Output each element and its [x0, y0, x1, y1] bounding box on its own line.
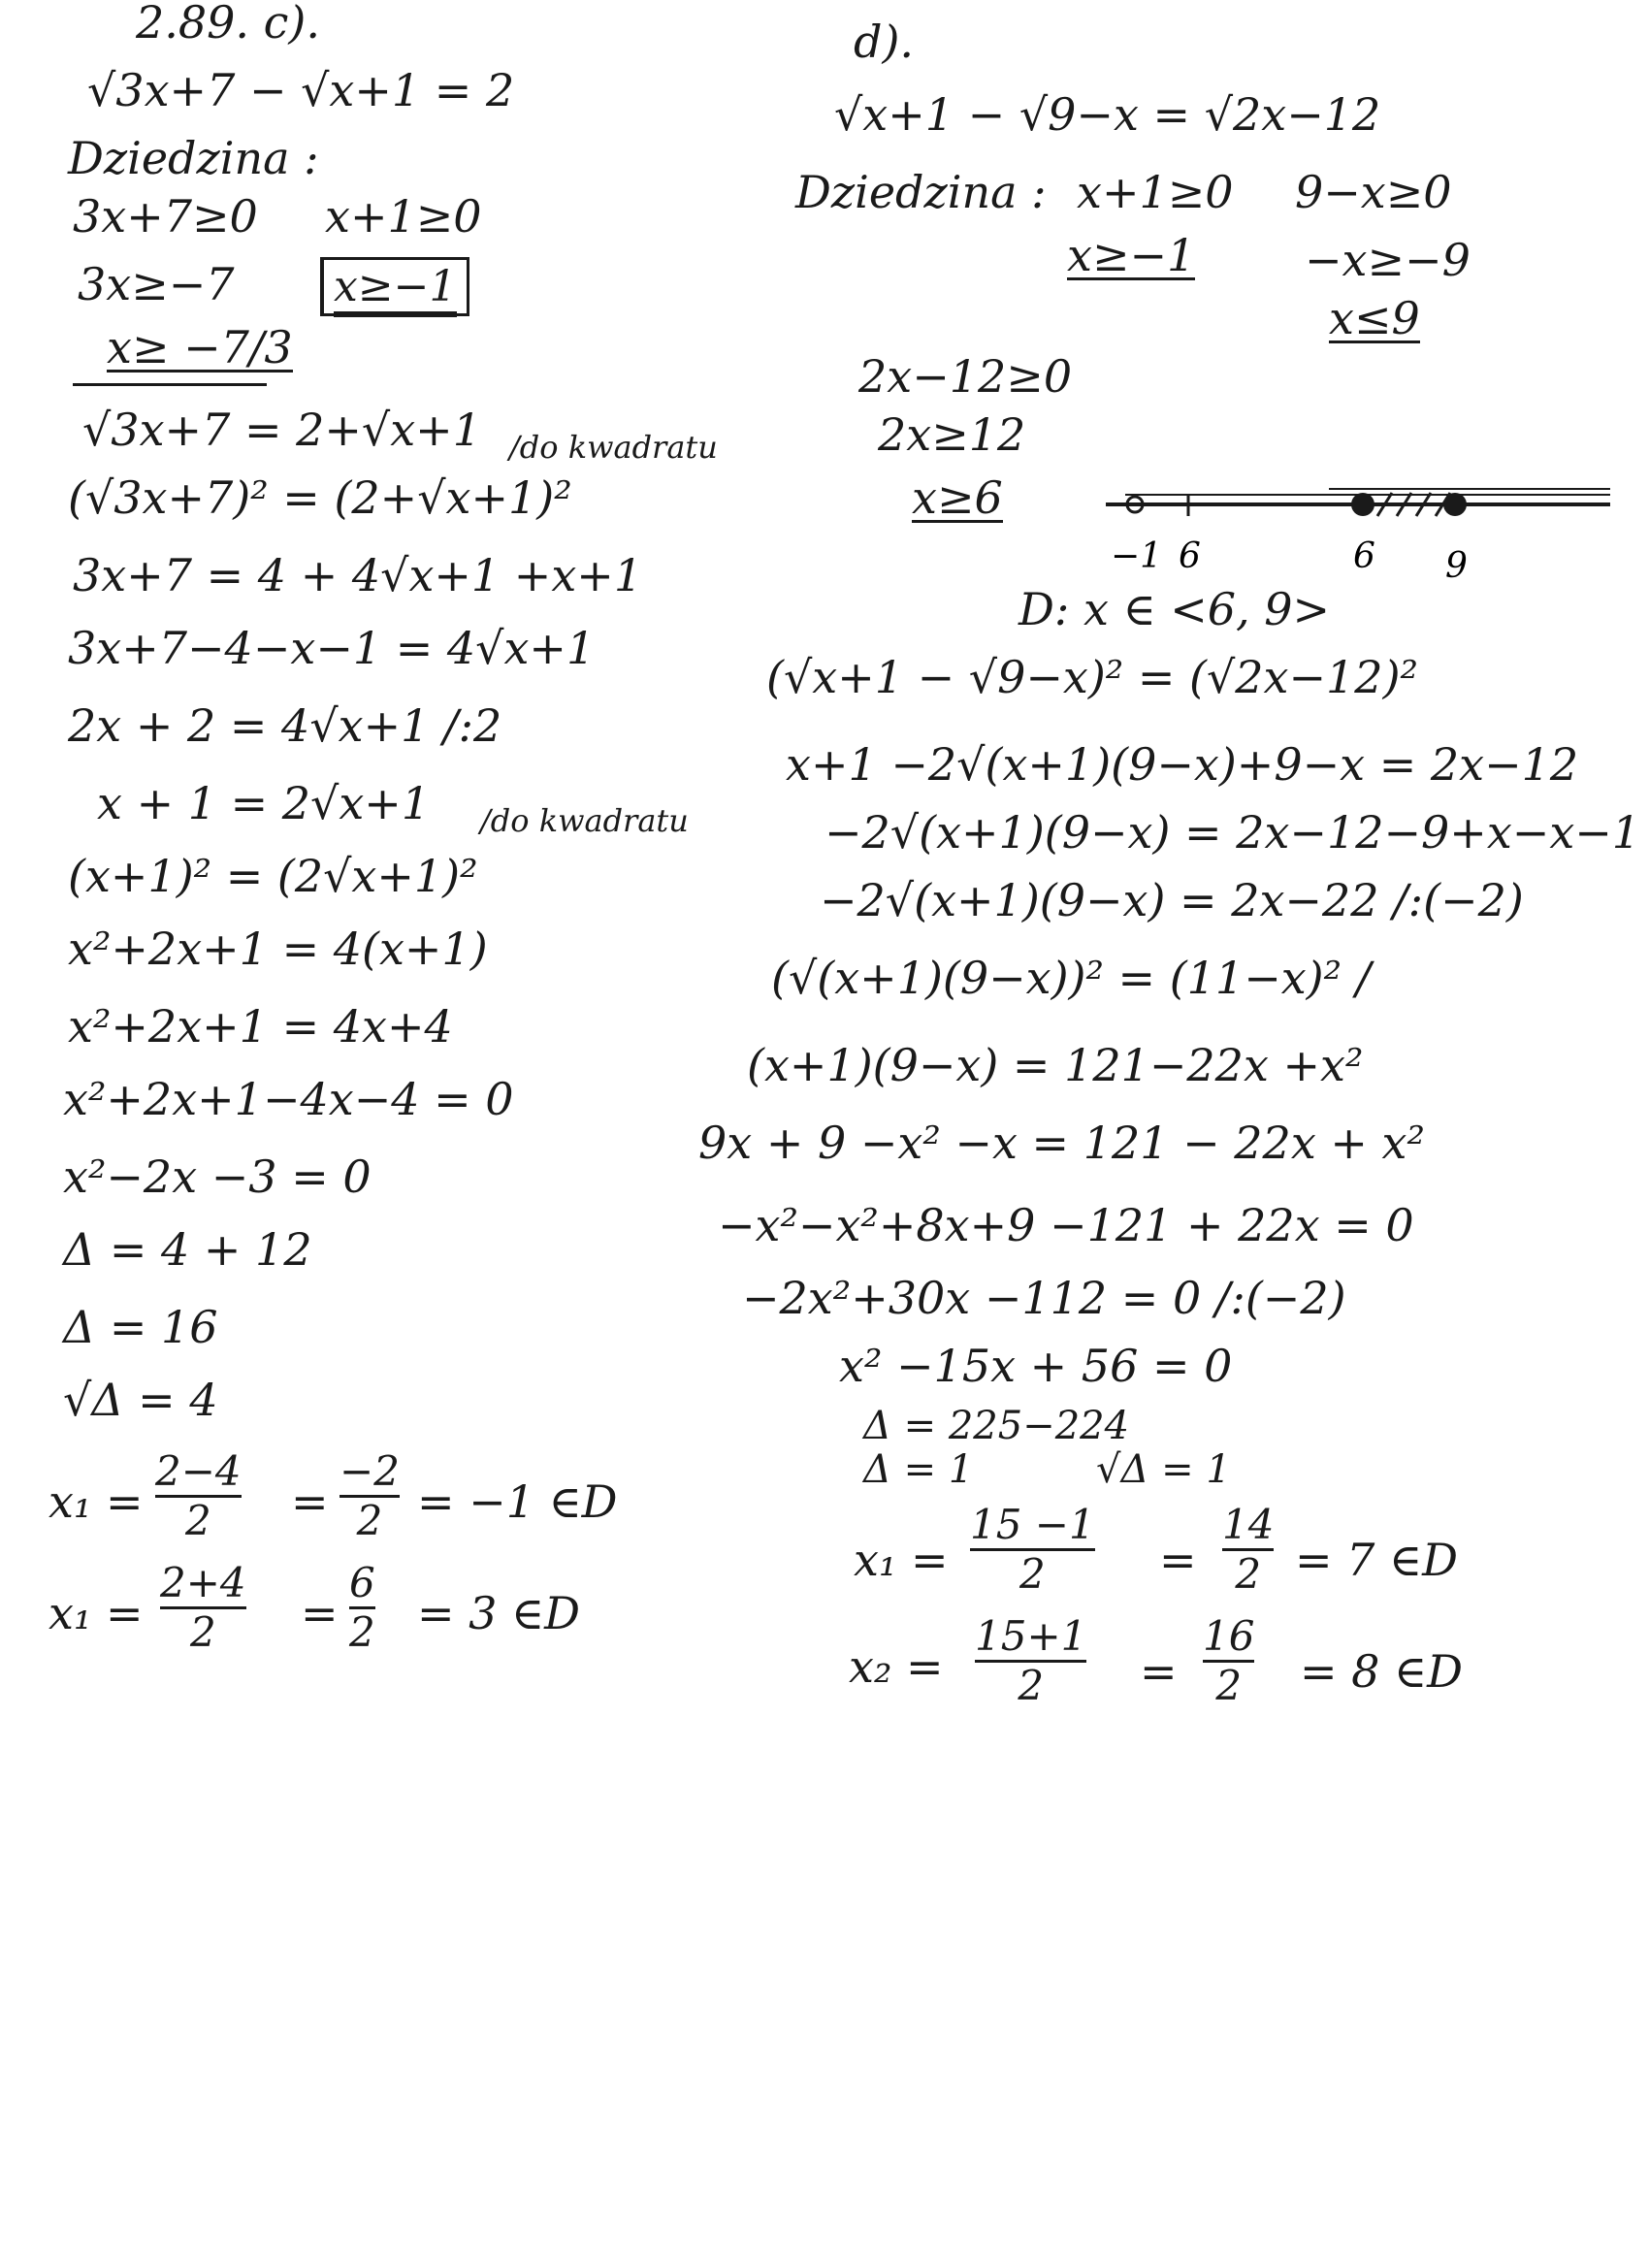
right-step8: −x²−x²+8x+9 −121 + 22x = 0 — [718, 1199, 1414, 1251]
right-step7: 9x + 9 −x² −x = 121 − 22x + x² — [698, 1117, 1425, 1169]
left-cond-d: x≥ −7/3 — [107, 321, 293, 373]
left-x1-result: = −1 ∈D — [417, 1475, 618, 1528]
left-x2-mid-denominator: 2 — [349, 1608, 375, 1657]
right-x2-result: = 8 ∈D — [1300, 1645, 1463, 1698]
left-x2-numerator: 2+4 — [160, 1559, 246, 1606]
left-step12: Δ = 4 + 12 — [63, 1223, 312, 1276]
axis-label-6a: 6 — [1179, 536, 1201, 576]
left-x2-result: = 3 ∈D — [417, 1587, 580, 1639]
right-cond-d: −x≥−9 — [1305, 234, 1471, 286]
left-step2: (√3x+7)² = (2+√x+1)² — [68, 471, 572, 524]
left-x1-eq: = — [291, 1475, 329, 1528]
axis-label-6b: 6 — [1353, 536, 1375, 576]
axis-label-9: 9 — [1445, 546, 1468, 586]
right-step5: (√(x+1)(9−x))² = (11−x)² / — [771, 952, 1372, 1004]
right-x2-numerator: 15+1 — [975, 1612, 1087, 1660]
right-step2: x+1 −2√(x+1)(9−x)+9−x = 2x−12 — [786, 738, 1579, 791]
axis-label-minus1: −1 — [1111, 536, 1163, 576]
right-cond-a: x+1≥0 — [1077, 166, 1234, 218]
right-cond-f: 2x−12≥0 — [858, 350, 1073, 403]
left-step9: x²+2x+1 = 4x+4 — [68, 1000, 453, 1053]
right-x2-mid-fraction — [1203, 1612, 1255, 1710]
right-x1-denominator: 2 — [1018, 1550, 1046, 1599]
left-step7: (x+1)² = (2√x+1)² — [68, 850, 478, 902]
left-x1-mid-fraction — [340, 1447, 400, 1545]
right-x1-mid-fraction — [1222, 1501, 1275, 1599]
right-x1-mid-numerator: 14 — [1222, 1501, 1275, 1548]
left-cond-a: 3x+7≥0 — [73, 190, 258, 243]
left-step11: x²−2x −3 = 0 — [63, 1150, 372, 1203]
right-cond-b: 9−x≥0 — [1295, 166, 1452, 218]
left-x2-fraction — [160, 1559, 246, 1657]
left-step4: 3x+7−4−x−1 = 4√x+1 — [68, 622, 596, 674]
left-step10: x²+2x+1−4x−4 = 0 — [63, 1073, 514, 1125]
left-step8: x²+2x+1 = 4(x+1) — [68, 923, 488, 975]
right-x1-numerator: 15 −1 — [970, 1501, 1095, 1548]
left-divider — [73, 383, 267, 386]
number-line — [1086, 466, 1630, 592]
right-cond-h: x≥6 — [912, 471, 1003, 524]
left-step1: √3x+7 = 2+√x+1 — [82, 404, 481, 456]
right-step12: Δ = 1 — [863, 1447, 974, 1492]
right-x1-fraction — [970, 1501, 1095, 1599]
left-x1-fraction — [155, 1447, 242, 1545]
left-x2-mid-fraction — [349, 1559, 375, 1657]
right-x1-mid-denominator: 2 — [1235, 1550, 1262, 1599]
right-x1-result: = 7 ∈D — [1295, 1534, 1458, 1586]
right-step1: (√x+1 − √9−x)² = (√2x−12)² — [766, 651, 1418, 703]
left-header: 2.89. c). — [136, 0, 320, 49]
left-equation: √3x+7 − √x+1 = 2 — [87, 64, 515, 116]
left-step5: 2x + 2 = 4√x+1 /:2 — [68, 699, 502, 752]
right-x1-lhs: x₁ = — [854, 1534, 949, 1586]
right-x2-mid-numerator: 16 — [1203, 1612, 1255, 1660]
left-step14: √Δ = 4 — [63, 1374, 218, 1426]
right-step10: x² −15x + 56 = 0 — [839, 1340, 1233, 1392]
left-x2-eq: = — [301, 1587, 339, 1639]
left-note1: /do kwadratu — [509, 429, 718, 466]
right-x2-lhs: x₂ = — [849, 1640, 944, 1693]
left-boxed-result — [320, 257, 469, 316]
right-cond-c: x≥−1 — [1067, 229, 1196, 281]
right-step11: Δ = 225−224 — [863, 1404, 1130, 1448]
right-cond-e: x≤9 — [1329, 292, 1420, 344]
left-note2: /do kwadratu — [480, 802, 689, 839]
left-x1-mid-denominator: 2 — [356, 1497, 383, 1545]
right-step13: √Δ = 1 — [1096, 1447, 1231, 1492]
left-x2-denominator: 2 — [189, 1608, 216, 1657]
left-step13: Δ = 16 — [63, 1301, 218, 1353]
left-step6: x + 1 = 2√x+1 — [97, 777, 431, 829]
right-x2-eq: = — [1140, 1645, 1178, 1698]
right-x1-eq: = — [1159, 1534, 1197, 1586]
left-x1-lhs: x₁ = — [48, 1475, 144, 1528]
left-step3: 3x+7 = 4 + 4√x+1 +x+1 — [73, 549, 643, 601]
left-x1-mid-numerator: −2 — [340, 1447, 400, 1495]
right-step9: −2x²+30x −112 = 0 /:(−2) — [742, 1272, 1346, 1324]
left-x2-lhs: x₁ = — [48, 1587, 144, 1639]
left-x1-denominator: 2 — [184, 1497, 211, 1545]
left-boxed-text: x≥−1 — [334, 262, 457, 317]
right-step4: −2√(x+1)(9−x) = 2x−22 /:(−2) — [820, 874, 1524, 926]
left-domain-label: Dziedzina : — [68, 132, 319, 184]
right-cond-g: 2x≥12 — [878, 408, 1026, 461]
point-9-closed — [1443, 493, 1467, 516]
right-step6: (x+1)(9−x) = 121−22x +x² — [747, 1039, 1364, 1091]
left-x2-mid-numerator: 6 — [349, 1559, 375, 1606]
right-step3: −2√(x+1)(9−x) = 2x−12−9+x−x−1 — [824, 806, 1641, 859]
right-domain-result: D: x ∈ <6, 9> — [1018, 583, 1331, 635]
left-x1-numerator: 2−4 — [155, 1447, 242, 1495]
left-cond-b: x+1≥0 — [325, 190, 482, 243]
right-x2-mid-denominator: 2 — [1215, 1662, 1243, 1710]
left-cond-c: 3x≥−7 — [78, 258, 235, 310]
right-header: d). — [854, 16, 915, 68]
right-x2-fraction — [975, 1612, 1087, 1710]
right-equation: √x+1 − √9−x = √2x−12 — [834, 88, 1381, 141]
right-domain-label: Dziedzina : — [795, 166, 1047, 218]
right-x2-denominator: 2 — [1018, 1662, 1045, 1710]
point-6-closed — [1351, 493, 1374, 516]
